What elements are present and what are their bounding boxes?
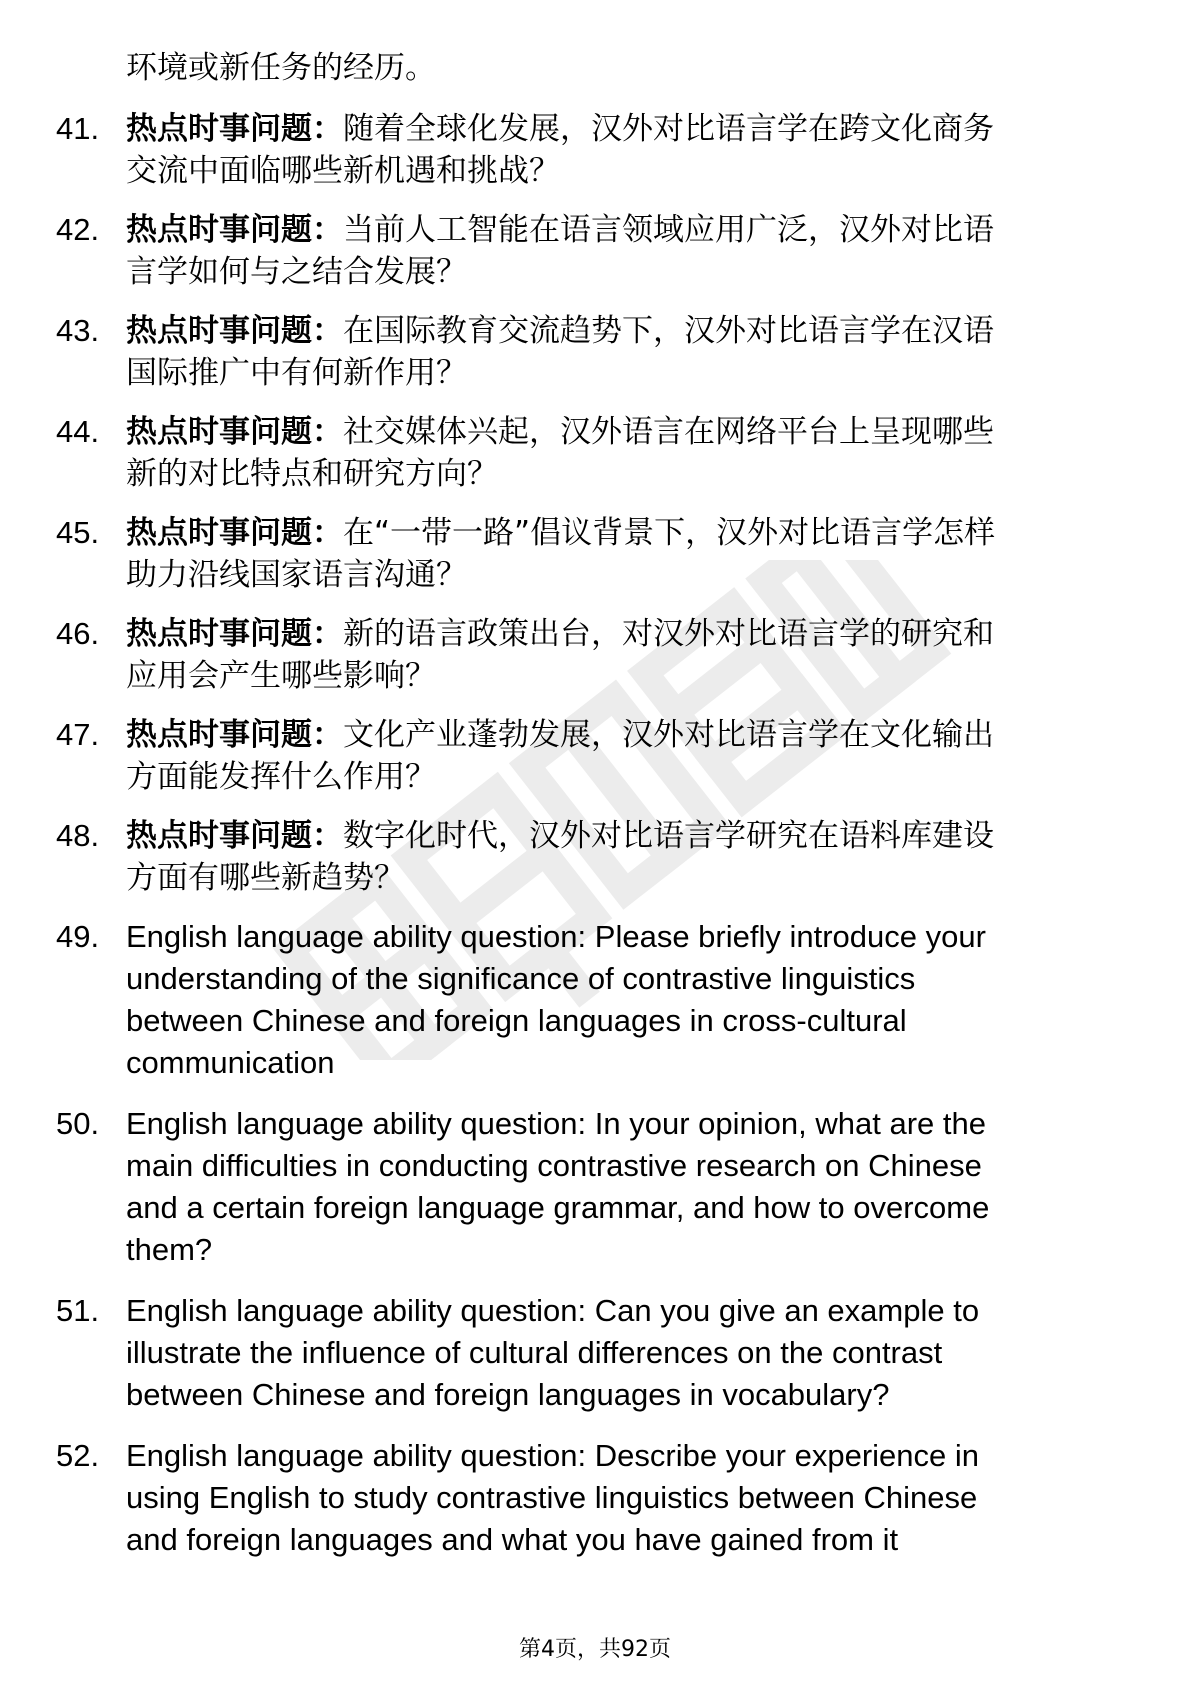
question-text: and a certain foreign language grammar, and how to overcome [126, 1190, 990, 1225]
question-text-line [126, 512, 1116, 554]
question-text: 助力沿线国家语言沟通？ [126, 557, 467, 593]
question-item [0, 108, 1116, 192]
question-number: 49. [56, 919, 100, 954]
question-text-line [126, 1145, 1116, 1187]
question-text: 在“一带一路”倡议背景下，汉外对比语言学怎样 [343, 515, 996, 551]
question-text: main difficulties in conducting contrastive research on Chinese [126, 1148, 982, 1183]
question-text-line [126, 251, 1116, 293]
question-text-line [126, 1332, 1116, 1374]
question-text: between Chinese and foreign languages in vocabulary? [126, 1377, 890, 1412]
question-text-line [126, 209, 1116, 251]
question-text: 数字化时代，汉外对比语言学研究在语料库建设 [343, 818, 994, 854]
question-item [0, 512, 1116, 596]
question-text: 交流中面临哪些新机遇和挑战？ [126, 153, 560, 189]
question-number: 52. [56, 1438, 100, 1473]
question-text-line [126, 1042, 1116, 1084]
question-number: 41. [56, 111, 100, 146]
question-text: 在国际教育交流趋势下，汉外对比语言学在汉语 [343, 313, 994, 349]
question-text: 新的对比特点和研究方向？ [126, 456, 498, 492]
document-body [0, 46, 1190, 1580]
question-text-line [126, 554, 1116, 596]
question-item [0, 209, 1116, 293]
question-number: 42. [56, 212, 100, 247]
question-number: 48. [56, 818, 100, 853]
question-text: English language ability question: Please briefly introduce your [126, 919, 986, 954]
question-text-line [126, 756, 1116, 798]
question-text-line [126, 411, 1116, 453]
question-item [0, 1103, 1116, 1271]
question-item [0, 411, 1116, 495]
question-text: 文化产业蓬勃发展，汉外对比语言学在文化输出 [343, 717, 994, 753]
question-text: using English to study contrastive linguistics between Chinese [126, 1480, 978, 1515]
question-text: English language ability question: Can you give an example to [126, 1293, 980, 1328]
question-item [0, 310, 1116, 394]
question-text-line [126, 310, 1116, 352]
question-category-label: 热点时事问题： [126, 212, 343, 248]
question-text: illustrate the influence of cultural differences on the contrast [126, 1335, 943, 1370]
question-text-line [126, 1000, 1116, 1042]
continuation-text: 环境或新任务的经历。 [126, 50, 436, 86]
question-category-label: 热点时事问题： [126, 414, 343, 450]
question-text-line [126, 150, 1116, 192]
question-text: 应用会产生哪些影响？ [126, 658, 436, 694]
question-text-line [126, 1290, 1116, 1332]
question-item [0, 815, 1116, 899]
question-category-label: 热点时事问题： [126, 111, 343, 147]
question-item [0, 613, 1116, 697]
question-text: English language ability question: Describe your experience in [126, 1438, 980, 1473]
question-text: 国际推广中有何新作用？ [126, 355, 467, 391]
question-number: 50. [56, 1106, 100, 1141]
question-text-line [126, 1103, 1116, 1145]
question-text: 新的语言政策出台，对汉外对比语言学的研究和 [343, 616, 994, 652]
question-number: 46. [56, 616, 100, 651]
question-text-line [126, 815, 1116, 857]
question-text: 当前人工智能在语言领域应用广泛，汉外对比语 [343, 212, 994, 248]
question-list [0, 108, 1190, 1561]
question-number: 43. [56, 313, 100, 348]
question-category-label: 热点时事问题： [126, 616, 343, 652]
question-text: 随着全球化发展，汉外对比语言学在跨文化商务 [343, 111, 994, 147]
page-footer: 第4页，共92页 [519, 1637, 671, 1662]
question-text-line [126, 857, 1116, 899]
question-text: communication [126, 1045, 335, 1080]
question-text-line [126, 1435, 1116, 1477]
question-item [0, 714, 1116, 798]
question-text-line [126, 1477, 1116, 1519]
question-text-line [126, 453, 1116, 495]
question-item [0, 1290, 1116, 1416]
question-number: 47. [56, 717, 100, 752]
question-text-line [126, 1374, 1116, 1416]
question-number: 45. [56, 515, 100, 550]
question-text-line [126, 958, 1116, 1000]
question-text-line [126, 1519, 1116, 1561]
question-text-line [126, 613, 1116, 655]
question-text-line [126, 108, 1116, 150]
question-text-line [126, 916, 1116, 958]
question-number: 51. [56, 1293, 100, 1328]
question-text: between Chinese and foreign languages in cross-cultural [126, 1003, 907, 1038]
question-text-line [126, 1187, 1116, 1229]
question-category-label: 热点时事问题： [126, 818, 343, 854]
question-text: 言学如何与之结合发展？ [126, 254, 467, 290]
question-text-line [126, 1229, 1116, 1271]
question-text: and foreign languages and what you have gained from it [126, 1522, 899, 1557]
question-category-label: 热点时事问题： [126, 515, 343, 551]
question-number: 44. [56, 414, 100, 449]
question-category-label: 热点时事问题： [126, 313, 343, 349]
question-item [0, 916, 1116, 1084]
question-text: understanding of the significance of contrastive linguistics [126, 961, 916, 996]
question-text-line [126, 352, 1116, 394]
question-item [0, 1435, 1116, 1561]
question-category-label: 热点时事问题： [126, 717, 343, 753]
question-text: 社交媒体兴起，汉外语言在网络平台上呈现哪些 [343, 414, 994, 450]
question-text: 方面能发挥什么作用？ [126, 759, 436, 795]
question-text: English language ability question: In your opinion, what are the [126, 1106, 986, 1141]
question-text: them? [126, 1232, 213, 1267]
question-text: 方面有哪些新趋势？ [126, 860, 405, 896]
question-text-line [126, 655, 1116, 697]
question-text-line [126, 714, 1116, 756]
